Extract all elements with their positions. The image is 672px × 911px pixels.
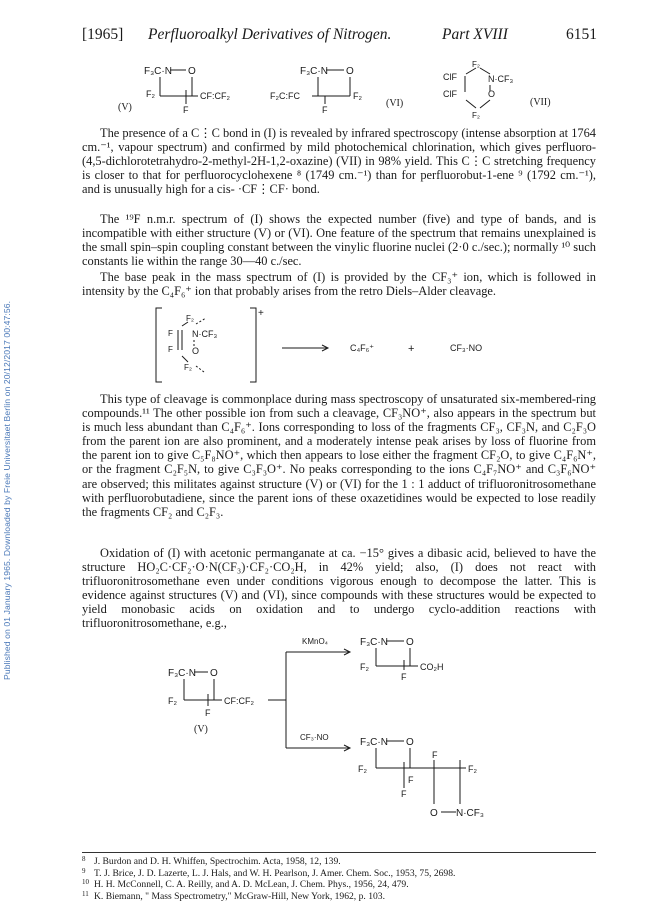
reagent-cf3no: CF₃·NO — [300, 733, 329, 742]
label-vii: (VII) — [530, 97, 551, 108]
vi-o: O — [346, 66, 354, 77]
adduct-o: O — [406, 737, 414, 748]
adduct-n-group: F₃C·N — [360, 737, 388, 748]
structure-vii — [443, 60, 551, 120]
product-c4f6: C₄F₆⁺ — [350, 343, 375, 353]
adduct-f-top: F — [432, 750, 438, 760]
start-f2: F₂ — [168, 696, 177, 706]
provenance-sidebar — [2, 120, 16, 680]
v-f: F — [183, 105, 189, 115]
plus-sign: + — [408, 343, 415, 355]
paragraph-fragments: This type of cleavage is commonplace during mass spectroscopy of unsaturated six-membered-ring compounds.¹¹ The other possible ion from such a cleavage, CF₃NO⁺, also appears in the spectrum but is much less abundant than C₄F₆⁺. Ions corresponding to loss of the fragments CF₃, CF₃N, and C₂F₃O from the parent ion are also prominent, and a moderately intense peak arises by loss of fluorine from the parent ion to give C₅F₈NO⁺, which then appears to lose either the fragment CF₂O, to give C₄F₆N⁺, or the fragment C₂F₅N, to give C₃F₃O⁺. No peaks corresponding to the ions C₄F₇NO⁺ and C₃F₆NO⁺ are observed; this militates against structure (V) or (VI) for the 1 : 1 adduct of trifluoronitrosomethane with perfluorobutadiene, since the parent ions of these oxazetidines would be expected to lose readily the fragments CF₂ and C₂F₃. — [82, 392, 596, 519]
adduct-f2-left: F₂ — [358, 764, 367, 774]
paragraph-oxidation: Oxidation of (I) with acetonic permanganate at ca. −15° gives a dibasic acid, believed to have the structure HO₂C·CF₂·O·N(CF₃)·CF₂·CO₂H, in 42% yield; also, (I) does not react with trifluoronitrosomethane even under conditions vigorous enough to decompose the latter. This is evidence against structures (V) and (VI), since compounds with these structures would be expected to yield monobasic acids on oxidation and to undergo cyclo-addition reactions with trifluoronitrosomethane, e.g., — [82, 546, 596, 631]
product-acid — [360, 637, 444, 682]
start-side-chain: CF:CF₂ — [224, 696, 254, 706]
cleavage-f-b: F — [168, 345, 173, 354]
vii-n: N·CF₃ — [488, 74, 514, 84]
header-year: [1965] — [82, 26, 124, 43]
running-header — [82, 26, 597, 46]
acid-co2h: CO₂H — [420, 662, 444, 672]
adduct-ring-o: O — [430, 808, 438, 819]
vi-n-group: F₃C·N — [300, 66, 328, 77]
paragraph-nmr: The ¹⁹F n.m.r. spectrum of (I) shows the expected number (five) and type of bands, and is incompatible with either structure (V) or (VI). One feature of the spectrum that remains unexplained is the small spin–spin coupling constant between the vinylic fluorine nuclei (2·0 c./sec.); normally ¹⁰ such constants lie within the range 30—40 c./sec. — [82, 212, 596, 269]
reagent-kmno4: KMnO₄ — [302, 637, 328, 646]
acid-n-group: F₃C·N — [360, 637, 388, 648]
cleavage-f2-top: F₂ — [186, 314, 194, 323]
acid-o: O — [406, 637, 414, 648]
v-o: O — [188, 66, 196, 77]
vi-f: F — [322, 105, 328, 115]
footnote-9: 9 T. J. Brice, J. D. Lazerte, L. J. Hals, and W. H. Pearlson, J. Amer. Chem. Soc., 1953, 75, 2698. — [82, 866, 456, 879]
cleavage-scheme — [150, 306, 570, 386]
product-cf3no: CF₃·NO — [450, 343, 483, 353]
adduct-f-b: F — [408, 775, 414, 785]
v-n-group: F₃C·N — [144, 66, 172, 77]
provenance-text: Published on 01 January 1965. Downloaded by Freie Universitaet Berlin on 20/12/2017 00:47:56. — [2, 300, 12, 680]
vii-clf-lower: ClF — [443, 89, 457, 99]
structure-v — [118, 66, 230, 115]
cleavage-n: N·CF₃ — [192, 329, 218, 339]
start-label: (V) — [194, 724, 208, 735]
page-number: 6151 — [566, 26, 597, 43]
footnote-8: 8 J. Burdon and D. H. Whiffen, Spectrochim. Acta, 1958, 12, 139. — [82, 855, 341, 867]
header-part: Part XVIII — [442, 26, 508, 43]
cleavage-charge: + — [258, 308, 264, 319]
adduct-f-a: F — [401, 789, 407, 799]
footnote-10: 10 H. H. McConnell, C. A. Reilly, and A. D. McLean, J. Chem. Phys., 1956, 24, 479. — [82, 878, 409, 891]
adduct-f2-right: F₂ — [468, 764, 477, 774]
cleavage-f-a: F — [168, 329, 173, 338]
start-structure-v — [168, 668, 254, 735]
label-v: (V) — [118, 102, 132, 113]
start-o: O — [210, 668, 218, 679]
footnote-11: 11 K. Biemann, " Mass Spectrometry," McGraw-Hill, New York, 1962, p. 103. — [82, 889, 385, 902]
vii-f2-top: F₂ — [472, 60, 480, 69]
cleavage-f2-bottom: F₂ — [184, 363, 192, 372]
paragraph-cc-bond: The presence of a C⋮C bond in (I) is revealed by infrared spectroscopy (intense absorption at 1764 cm.⁻¹, vapour spectrum) and confirmed by mild photochemical chlorination, which gives perfluoro-(4,5-dichlorotetrahydro-2-methyl-2H-1,2-oxazine) (VII) in 98% yield. This C⋮C stretching frequency is closer to that for perfluorocyclohexene ⁸ (1749 cm.⁻¹) than for perfluorobut-1-ene ⁹ (1792 cm.⁻¹), and is unusually high for a cis- ·CF⋮CF· bond. — [82, 126, 596, 197]
structure-vi — [270, 66, 403, 115]
product-cycloadduct — [358, 737, 484, 819]
structures-v-vi-vii — [100, 56, 600, 122]
vii-f2-bottom: F₂ — [472, 111, 480, 120]
footnotes — [82, 852, 596, 902]
start-n-group: F₃C·N — [168, 668, 196, 679]
v-side-chain: CF:CF₂ — [200, 91, 230, 101]
cleavage-o: O — [192, 346, 200, 356]
acid-f: F — [401, 672, 407, 682]
vi-f2: F₂ — [353, 91, 362, 101]
paragraph-mass-spectrum: The base peak in the mass spectrum of (I) is provided by the CF₃⁺ ion, which is followed in intensity by the C₄F₆⁺ ion that probably arises from the retro Diels–Alder cleavage. — [82, 270, 596, 299]
adduct-ring-n: N·CF₃ — [456, 808, 484, 819]
acid-f2: F₂ — [360, 662, 369, 672]
reaction-scheme — [150, 608, 570, 850]
vii-o: O — [488, 89, 496, 99]
start-f: F — [205, 708, 211, 718]
v-f2: F₂ — [146, 89, 155, 99]
vii-clf-upper: ClF — [443, 72, 457, 82]
vi-left-chain: F₂C:FC — [270, 91, 300, 101]
label-vi: (VI) — [386, 98, 404, 109]
header-title: Perfluoroalkyl Derivatives of Nitrogen. — [148, 26, 392, 43]
